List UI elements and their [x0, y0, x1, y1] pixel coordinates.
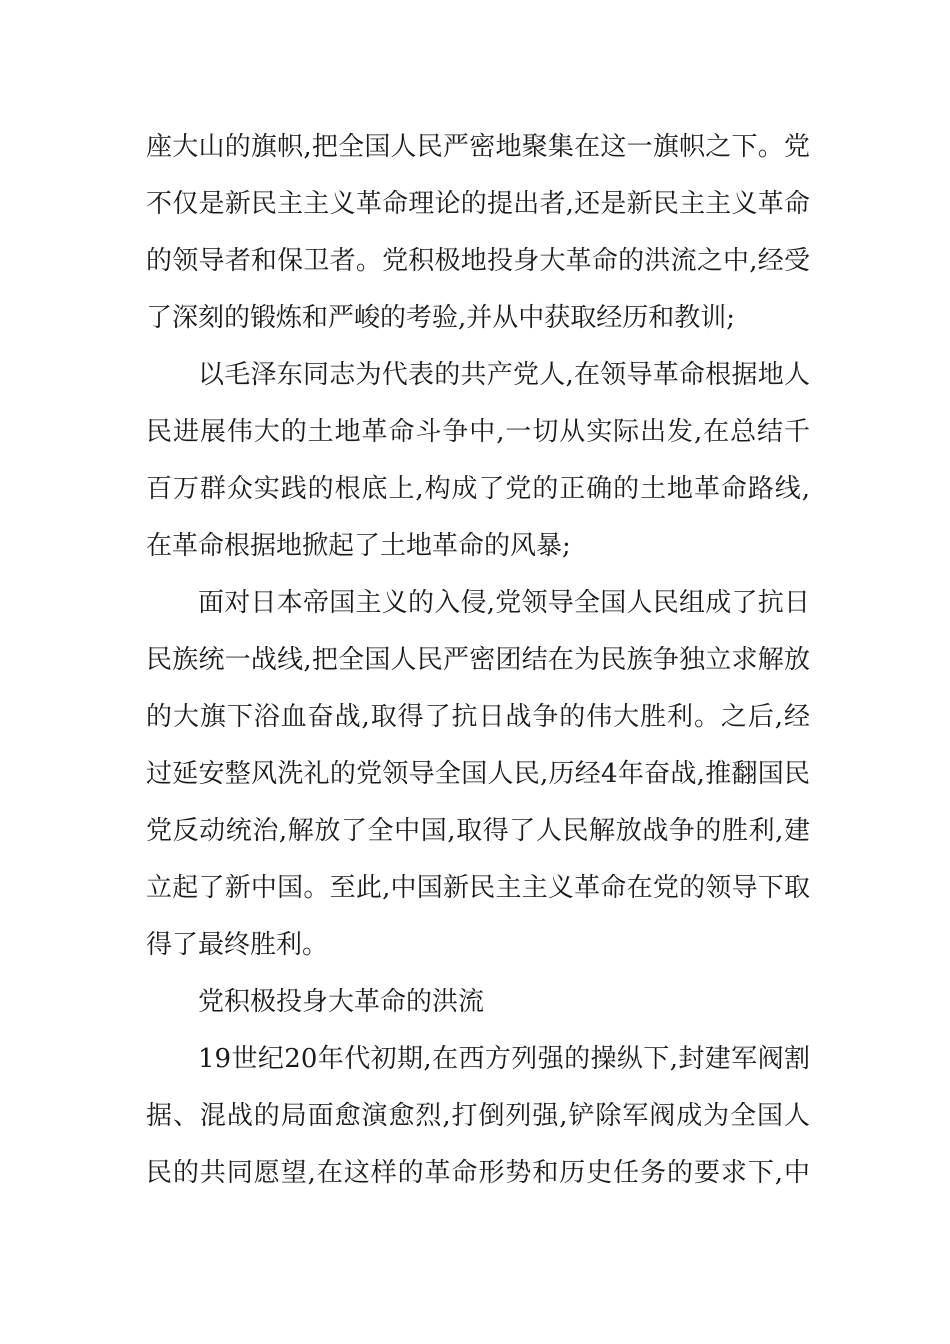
text-line: 民进展伟大的土地革命斗争中,一切从实际出发,在总结千	[146, 417, 810, 447]
paragraph-first-line: 面对日本帝国主义的入侵,党领导全国人民组成了抗日	[198, 588, 810, 618]
text-line: 得了最终胜利。	[146, 930, 329, 960]
text-line: 百万群众实践的根底上,构成了党的正确的土地革命路线,	[146, 474, 810, 504]
text-line: 立起了新中国。至此,中国新民主主义革命在党的领导下取	[146, 873, 810, 903]
text-line: 的领导者和保卫者。党积极地投身大革命的洪流之中,经受	[146, 246, 810, 276]
text-line: 据、混战的局面愈演愈烈,打倒列强,铲除军阀成为全国人	[146, 1101, 810, 1131]
text-line: 民的共同愿望,在这样的革命形势和历史任务的要求下,中	[146, 1158, 810, 1188]
text-line: 在革命根据地掀起了土地革命的风暴;	[146, 531, 571, 561]
text-line: 座大山的旗帜,把全国人民严密地聚集在这一旗帜之下。党	[146, 132, 810, 162]
text-line: 了深刻的锻炼和严峻的考验,并从中获取经历和教训;	[146, 303, 736, 333]
section-heading: 党积极投身大革命的洪流	[198, 987, 485, 1017]
text-line: 的大旗下浴血奋战,取得了抗日战争的伟大胜利。之后,经	[146, 702, 810, 732]
text-line: 党反动统治,解放了全中国,取得了人民解放战争的胜利,建	[146, 816, 810, 846]
text-line: 不仅是新民主主义革命理论的提出者,还是新民主主义革命	[146, 189, 810, 219]
paragraph-first-line: 以毛泽东同志为代表的共产党人,在领导革命根据地人	[198, 360, 810, 390]
paragraph-first-line: 19世纪20年代初期,在西方列强的操纵下,封建军阀割	[198, 1044, 810, 1074]
text-line: 民族统一战线,把全国人民严密团结在为民族争独立求解放	[146, 645, 810, 675]
text-line: 过延安整风洗礼的党领导全国人民,历经4年奋战,推翻国民	[146, 759, 810, 789]
